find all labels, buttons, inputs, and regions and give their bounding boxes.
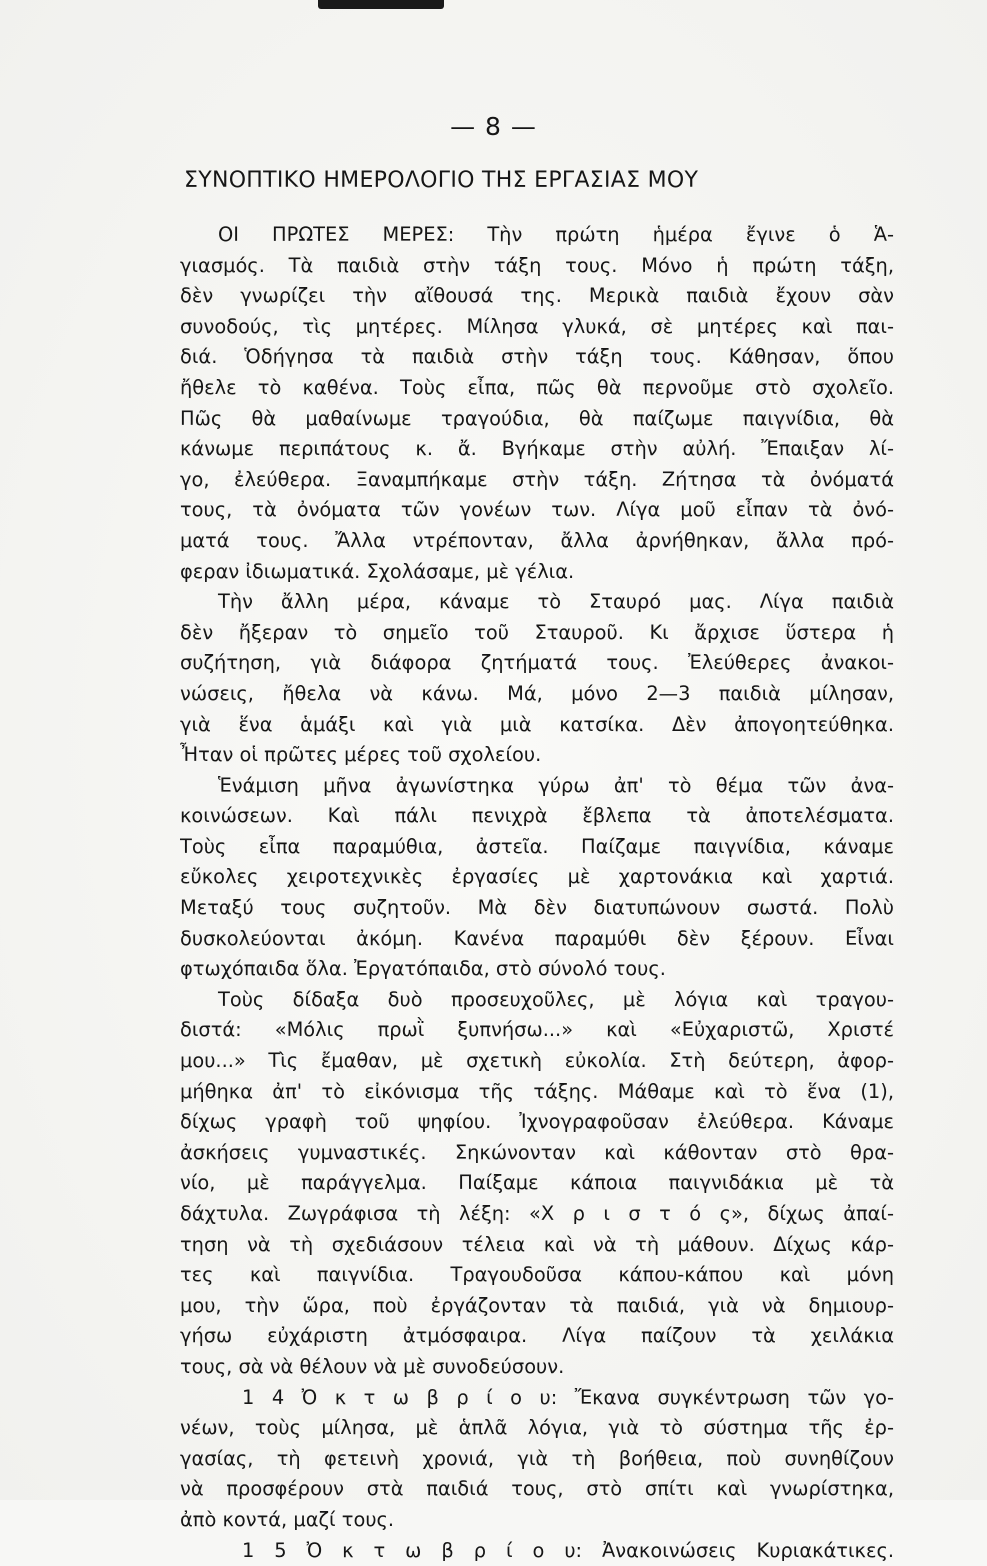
text-line: δυσκολεύονται ἀκόμη. Κανένα παραμύθι δὲν ξέρουν. Εἶναι <box>180 926 894 950</box>
text-line: ἤθελε τὸ καθένα. Τοὺς εἶπα, πῶς θὰ περνοῦμε στὸ σχολεῖο. <box>180 375 894 399</box>
body-text <box>180 220 894 1566</box>
text-line: ἀπὸ κοντά, μαζί τους. <box>180 1507 395 1531</box>
page-title: ΣΥΝΟΠΤΙΚΟ ΗΜΕΡΟΛΟΓΙΟ ΤΗΣ ΕΡΓΑΣΙΑΣ ΜΟΥ <box>184 168 699 193</box>
text-line: νίο, μὲ παράγγελμα. Παίξαμε κάποια παιγνιδάκια μὲ τὰ <box>180 1171 894 1195</box>
text-line: γο, ἐλεύθερα. Ξαναμπήκαμε στὴν τάξη. Ζήτησα τὰ ὀνόματά <box>180 467 894 491</box>
text-line: Τοὺς δίδαξα δυὸ προσευχοῦλες, μὲ λόγια καὶ τραγου- <box>218 987 894 1011</box>
text-line: μου, τὴν ὥρα, ποὺ ἐργάζονταν τὰ παιδιά, γιὰ νὰ δημιουρ- <box>180 1293 894 1317</box>
text-line: δὲν ἤξεραν τὸ σημεῖο τοῦ Σταυροῦ. Κι ἄρχισε ὕστερα ἡ <box>180 620 894 644</box>
text-line: γιὰ ἕνα ἁμάξι καὶ γιὰ μιὰ κατσίκα. Δὲν ἀπογοητεύθηκα. <box>180 712 894 736</box>
text-line: δίχως γραφὴ τοῦ ψηφίου. Ἰχνογραφοῦσαν ἐλεύθερα. Κάναμε <box>180 1110 894 1134</box>
text-line: Ἦταν οἱ πρῶτες μέρες τοῦ σχολείου. <box>180 743 542 767</box>
text-line: δάχτυλα. Ζωγράφισα τὴ λέξη: «Χ ρ ι σ τ ό ς», δίχως ἀπαί- <box>180 1202 894 1225</box>
text-line: τηση νὰ τὴ σχεδιάσουν τέλεια καὶ νὰ τὴ μάθουν. Δίχως κάρ- <box>180 1232 894 1256</box>
scan-edge-mark <box>318 0 444 9</box>
text-line: Ἑνάμιση μῆνα ἀγωνίστηκα γύρω ἀπ' τὸ θέμα τῶν ἀνα- <box>218 773 894 797</box>
text-line: ἀσκήσεις γυμναστικές. Σηκώνονταν καὶ κάθονταν στὸ θρα- <box>180 1140 894 1164</box>
text-line: διστά: «Μόλις πρωῒ ξυπνήσω...» καὶ «Εὐχαριστῶ, Χριστέ <box>180 1018 894 1042</box>
text-line: Μεταξύ τους συζητοῦν. Μὰ δὲν διατυπώνουν σωστά. Πολὺ <box>180 896 894 920</box>
text-line: ματά τους. Ἄλλα ντρέπονταν, ἄλλα ἀρνήθηκαν, ἄλλα πρό- <box>180 528 894 552</box>
text-line: γασίας, τὴ φετεινὴ χρονιά, γιὰ τὴ βοήθεια, ποὺ συνηθίζουν <box>180 1446 894 1470</box>
text-line: ΟΙ ΠΡΩΤΕΣ ΜΕΡΕΣ: Τὴν πρώτη ἡμέρα ἔγινε ὁ Ἁ- <box>218 223 894 246</box>
text-line: συζήτηση, γιὰ διάφορα ζητήματά τους. Ἐλεύθερες ἀνακοι- <box>180 651 894 675</box>
text-line: εὔκολες χειροτεχνικὲς ἐργασίες μὲ χαρτονάκια καὶ χαρτιά. <box>180 865 894 889</box>
text-line: Τοὺς εἶπα παραμύθια, ἀστεῖα. Παίζαμε παιγνίδια, κάναμε <box>180 834 894 858</box>
text-line: τους, τὰ ὀνόματα τῶν γονέων των. Λίγα μοῦ εἶπαν τὰ ὀνό- <box>180 498 894 522</box>
text-line: συνοδούς, τὶς μητέρες. Μίλησα γλυκά, σὲ μητέρες καὶ παι- <box>180 314 894 338</box>
text-line: νέων, τοὺς μίλησα, μὲ ἁπλᾶ λόγια, γιὰ τὸ σύστημα τῆς ἐρ- <box>180 1416 894 1440</box>
text-line: νώσεις, ἤθελα νὰ κάνω. Μά, μόνο 2—3 παιδιὰ μίλησαν, <box>180 681 894 705</box>
text-line: διά. Ὁδήγησα τὰ παιδιὰ στὴν τάξη τους. Κάθησαν, ὅπου <box>180 345 894 369</box>
text-line: μου...» Τὶς ἔμαθαν, μὲ σχετικὴ εὐκολία. Στὴ δεύτερη, ἀφορ- <box>180 1049 894 1073</box>
text-line: τες καὶ παιγνίδια. Τραγουδοῦσα κάπου-κάπου καὶ μόνη <box>180 1263 894 1287</box>
text-line: μήθηκα ἀπ' τὸ εἰκόνισμα τῆς τάξης. Μάθαμε καὶ τὸ ἕνα (1), <box>180 1079 894 1103</box>
text-line: Τὴν ἄλλη μέρα, κάναμε τὸ Σταυρό μας. Λίγα παιδιὰ <box>218 590 894 614</box>
text-line: δὲν γνωρίζει τὴν αἴθουσά της. Μερικὰ παιδιὰ ἔχουν σὰν <box>180 284 894 308</box>
text-line: γήσω εὐχάριστη ἀτμόσφαιρα. Λίγα παίζουν τὰ χειλάκια <box>180 1324 894 1348</box>
text-line: κάνωμε περιπάτους κ. ἄ. Βγήκαμε στὴν αὐλή. Ἔπαιξαν λί- <box>180 437 894 461</box>
page-number: — 8 — <box>450 112 537 141</box>
text-line: κοινώσεων. Καὶ πάλι πενιχρὰ ἔβλεπα τὰ ἀποτελέσματα. <box>180 804 894 828</box>
text-line: φεραν ἰδιωματικά. Σχολάσαμε, μὲ γέλια. <box>180 559 575 583</box>
text-line: τους, σὰ νὰ θέλουν νὰ μὲ συνοδεύσουν. <box>180 1354 565 1378</box>
text-line: 1 5 Ὀ κ τ ω β ρ ί ο υ: Ἀνακοινώσεις Κυριακάτικες. <box>242 1538 894 1562</box>
text-line: γιασμός. Τὰ παιδιὰ στὴν τάξη τους. Μόνο ἡ πρώτη τάξη, <box>180 253 894 277</box>
text-line: νὰ προσφέρουν στὰ παιδιά τους, στὸ σπίτι καὶ γνωρίστηκα, <box>180 1477 894 1501</box>
text-line: Πῶς θὰ μαθαίνωμε τραγούδια, θὰ παίζωμε παιγνίδια, θὰ <box>180 406 894 430</box>
text-line: 1 4 Ὀ κ τ ω β ρ ί ο υ: Ἔκανα συγκέντρωση τῶν γο- <box>242 1385 894 1409</box>
text-line: φτωχόπαιδα ὅλα. Ἐργατόπαιδα, στὸ σύνολό τους. <box>180 957 666 981</box>
